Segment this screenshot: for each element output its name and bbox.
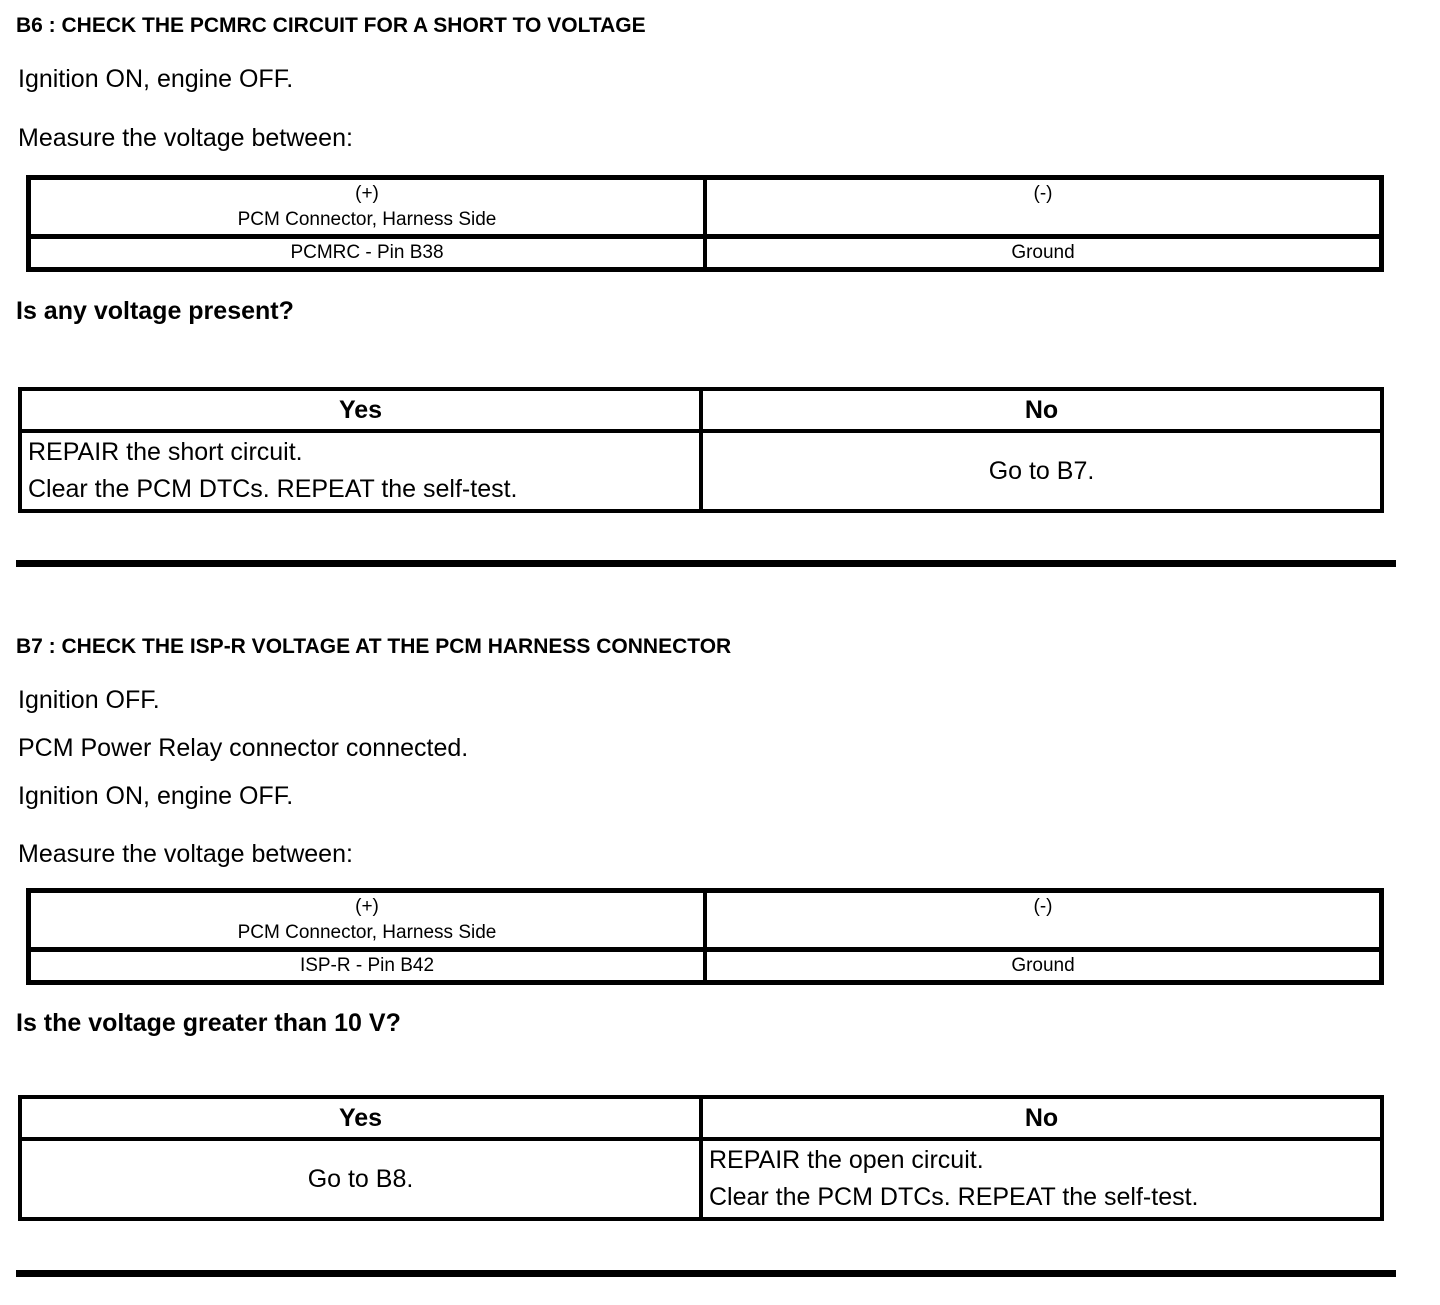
positive-symbol: (+) — [355, 183, 379, 204]
yes-action-line: REPAIR the short circuit. — [28, 438, 303, 466]
step-b6-decision-table — [18, 387, 1384, 513]
no-action-line: Clear the PCM DTCs. REPEAT the self-test. — [709, 1183, 1199, 1211]
no-action-line: Go to B7. — [988, 456, 1095, 485]
yes-action-cell — [20, 1139, 701, 1219]
decision-header-row — [20, 389, 1382, 431]
measure-table-value-row — [29, 237, 1382, 270]
step-b6-instruction-2: Measure the voltage between: — [18, 124, 353, 152]
yes-column-header: Yes — [20, 389, 701, 431]
step-b7-question: Is the voltage greater than 10 V? — [16, 1009, 401, 1037]
negative-probe-header-cell — [705, 178, 1382, 237]
yes-action-cell — [20, 431, 701, 511]
measure-table-header-row — [29, 891, 1382, 950]
positive-symbol: (+) — [355, 896, 379, 917]
pinpoint-test-page — [0, 13, 1440, 1277]
step-b6-question: Is any voltage present? — [16, 297, 294, 325]
yes-column-header: Yes — [20, 1097, 701, 1139]
no-column-header: No — [701, 1097, 1382, 1139]
step-b7-instruction-4: Measure the voltage between: — [18, 840, 353, 868]
positive-probe-header-cell — [29, 178, 706, 237]
negative-probe-point: Ground — [705, 237, 1382, 270]
section-divider — [16, 560, 1396, 567]
no-action-line: REPAIR the open circuit. — [709, 1146, 984, 1174]
step-b7-instruction-1: Ignition OFF. — [18, 686, 160, 714]
measure-table-value-row — [29, 950, 1382, 983]
positive-connector-label: PCM Connector, Harness Side — [237, 209, 497, 230]
step-b7-decision-table — [18, 1095, 1384, 1221]
negative-probe-point: Ground — [705, 950, 1382, 983]
positive-probe-point: ISP-R - Pin B42 — [29, 950, 706, 983]
decision-action-row — [20, 431, 1382, 511]
step-b6-measure-table — [26, 175, 1384, 272]
positive-probe-point: PCMRC - Pin B38 — [29, 237, 706, 270]
negative-symbol: (-) — [1033, 183, 1053, 204]
positive-connector-label: PCM Connector, Harness Side — [237, 922, 497, 943]
decision-header-row — [20, 1097, 1382, 1139]
positive-probe-header-cell — [29, 891, 706, 950]
negative-symbol: (-) — [1033, 896, 1053, 917]
no-column-header: No — [701, 389, 1382, 431]
step-b7-measure-table — [26, 888, 1384, 985]
yes-action-line: Go to B8. — [307, 1164, 414, 1193]
step-b7-instruction-3: Ignition ON, engine OFF. — [18, 782, 294, 810]
yes-action-line: Clear the PCM DTCs. REPEAT the self-test. — [28, 475, 518, 503]
test-step-b7 — [0, 634, 1440, 1221]
decision-action-row — [20, 1139, 1382, 1219]
measure-table-header-row — [29, 178, 1382, 237]
negative-probe-header-cell — [705, 891, 1382, 950]
step-b7-title: B7 : CHECK THE ISP-R VOLTAGE AT THE PCM HARNESS CONNECTOR — [16, 635, 732, 658]
test-step-b6 — [0, 13, 1440, 513]
step-b7-instruction-2: PCM Power Relay connector connected. — [18, 734, 469, 762]
no-action-cell — [701, 1139, 1382, 1219]
step-b6-title: B6 : CHECK THE PCMRC CIRCUIT FOR A SHORT TO VOLTAGE — [16, 14, 646, 37]
no-action-cell — [701, 431, 1382, 511]
step-b6-instruction-1: Ignition ON, engine OFF. — [18, 65, 294, 93]
page-bottom-divider — [16, 1270, 1396, 1277]
